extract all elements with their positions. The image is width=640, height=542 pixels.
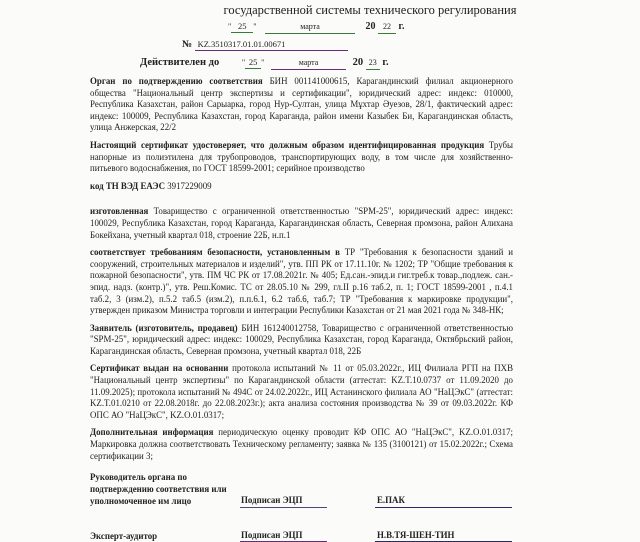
issue-year-suffix: 22 [378,21,396,34]
signature-name-head: Е.ПАК [375,495,512,508]
issue-date: " 25 " марта 20 22 г. [228,21,405,32]
header-title: государственной системы технического регулирования [223,3,517,17]
applicant-paragraph: Заявитель (изготовитель, продавец) БИН 161240012758, Товарищество с ограниченной ответственностью "SPM-25", юридический адрес: индекс: 100029, Республика Казахстан, город Караганда, Октябрьский район, Карагандинская область, Северная промзона, учетный квартал 018, 22Б [90,322,513,356]
complies-paragraph: соответствует требованиям безопасности, установленным в ТР "Требования к безопасности зданий и сооружений, строительных материалов и изделий", утв. ПП РК от 17.11.10г. № 1202; ТР "Общие требования к пожарной безопасности", утв. ПМ ЧС РК от 17.08.2021г. № 405; Ед.сан.-эпид.и гиг.треб.к товар.,подлеж. сан.-эпид. надз. (контр.)", утв. Реш.Комис. ТС от 28.05.10 № 299, гл.II р.16 таб.2, п. 1; ГОСТ 18599-2001 , п.4.1 таб.2, 3 (изм.2), п.5.2 таб.5 (изм.2), п.п.6.1, 6.2 таб.6, таб.7; ТР "Требования к маркировке продукции", утвержден приказом Министра торговли и интеграции Республики Казахстан от 21 мая 2021 года № 348-НК; [90,247,513,316]
signature-row-expert [90,530,513,542]
certificate-number [182,36,640,54]
number-value: KZ.3510317.01.01.00671 [195,38,348,51]
valid-until: Действителен до " 25 " марта 20 23 г. [140,57,389,68]
signature-role-head: Руководитель органа по подтверждению соответствия или уполномоченное им лицо [90,472,227,506]
valid-month: марта [271,57,346,70]
certificate-body [90,76,513,542]
issue-year-prefix: 20 [365,21,376,32]
valid-year-suffix: 23 [366,57,380,70]
additional-paragraph: Дополнительная информация периодическую оценку проводит КФ ОПС АО "НаЦЭкС", KZ.O.01.0317; Маркировка должна соответствовать Техническому регламенту; заявка № 135 (3100121) от 15.02.2022г.; Схема сертификации 3; [90,427,513,461]
valid-year-label: г. [382,57,389,68]
code-paragraph: код ТН ВЭД ЕАЭС 3917229009 [90,180,212,191]
signature-sign-expert: Подписан ЭЦП [240,530,327,542]
number-label: № [182,39,193,50]
issue-day: 25 [231,20,253,33]
valid-until-label: Действителен до [140,57,220,68]
organ-paragraph: Орган по подтверждению соответствия БИН 001141000615, Карагандинский филиал акционерного общества "Национальный центр экспертизы и сертификации", юридический адрес: индекс: 010000, Республика Казахстан, район Сарыарка, город Нур-Султан, улица Мұхтар Әуезов, 28/1, фактический адрес: индекс: 100009, Республика Казахстан, город Караганда, район имени Казыбек Би, Карагандинская область, улица Анжерская, 22/2 [90,76,513,133]
basis-paragraph: Сертификат выдан на основании протокола испытаний № 11 от 05.03.2022г., ИЦ Филиала РГП на ПХВ "Национальный центр экспертизы" по Карагандинской области (аттестат: KZ.T.10.0737 от 11.09.2020 до 11.09.2025); протокола испытаний № 494С от 24.02.2022г., ИЦ Астанинского филиала АО "НаЦЭкС" (аттестат: KZ.T.01.0210 от 22.08.2018г. до 22.08.2023г.); акта анализа состояния производства № 39 от 09.03.2022г. КФ ОПС АО "НаЦЭкС", KZ.O.01.0317; [90,363,514,420]
issue-year-label: г. [398,21,405,32]
valid-day: 25 [245,56,261,69]
valid-year-prefix: 20 [352,57,364,68]
issue-month: марта [265,21,355,34]
certifies-paragraph: Настоящий сертификат удостоверяет, что должным образом идентифицированная продукция Трубы напорные из полиэтилена для трубопроводов, транспортирующих воду, в том числе для хозяйственно-питьевого водоснабжения, по ГОСТ 18599-2001; серийное производство [90,139,514,174]
manufactured-paragraph: изготовленная Товарищество с ограниченной ответственностью "SPM-25", юридический адрес: индекс: 100029, Республика Казахстан, город Караганда, Карагандинская область, Северная промзона, район Алихана Бокейхана, учетный квартал 018, строение 22Б, н.п.1 [90,206,513,240]
signature-row-head [90,472,513,507]
signature-name-expert: Н.В.ТЯ-ШЕН-ТИН [375,530,512,542]
signature-role-expert: Эксперт-аудитор [90,530,158,541]
signature-sign-head: Подписан ЭЦП [240,495,327,508]
